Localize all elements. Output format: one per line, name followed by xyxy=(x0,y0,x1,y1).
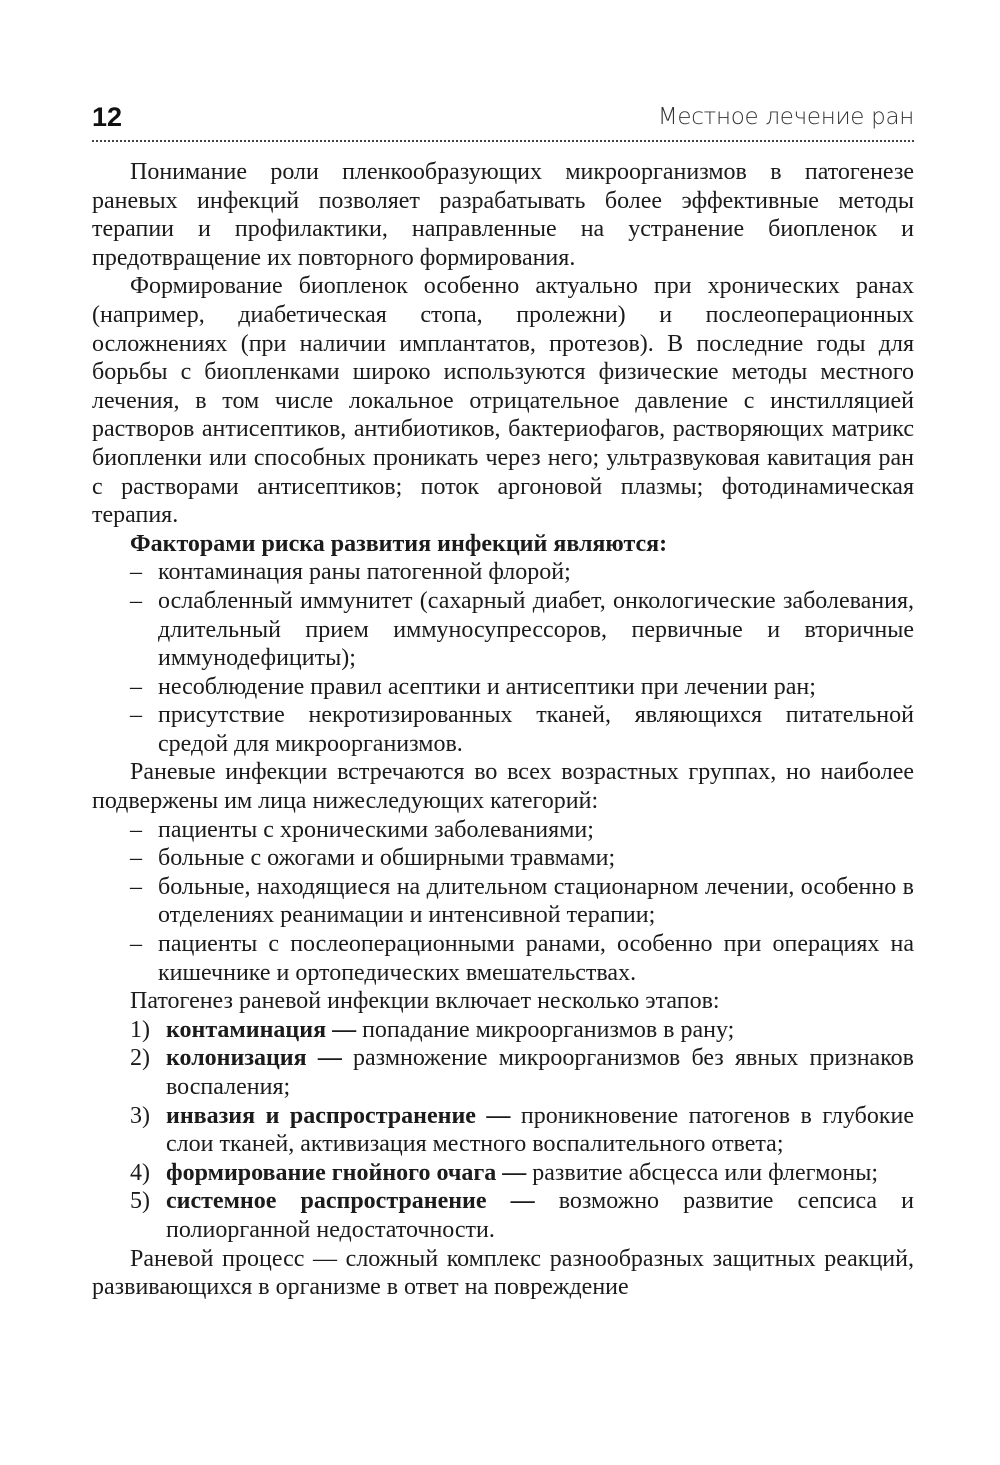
list-item-text: контаминация раны патогенной флорой; xyxy=(158,559,571,586)
stage-item xyxy=(92,1016,914,1045)
dash-marker: – xyxy=(130,873,142,900)
risk-factors-list xyxy=(92,558,914,758)
dash-marker: – xyxy=(130,845,142,872)
list-item-text: пациенты с хроническими заболеваниями; xyxy=(158,816,594,843)
dash-marker: – xyxy=(130,673,142,700)
dash-marker: – xyxy=(130,931,142,958)
risk-factors-heading: Факторами риска развития инфекций являются: xyxy=(130,530,668,557)
paragraph: Понимание роли пленкообразующих микроорганизмов в патогенезе раневых инфекций позволяет разрабатывать более эффективные методы терапии и профилактики, направленные на устранение биопленок и предотвращение их повторного формирования. xyxy=(92,159,914,271)
stage-item xyxy=(92,1187,914,1244)
stage-item xyxy=(92,1044,914,1101)
page-body xyxy=(92,158,914,1302)
stage-term: колонизация — xyxy=(166,1045,342,1072)
dash-marker: – xyxy=(130,702,142,729)
list-item xyxy=(92,587,914,673)
list-item-text: больные с ожогами и обширными травмами; xyxy=(158,845,616,872)
stage-item xyxy=(92,1102,914,1159)
list-item xyxy=(92,673,914,702)
dash-marker: – xyxy=(130,816,142,843)
stage-text: возможно развитие сепсиса и полиорганной недостаточности. xyxy=(166,1188,915,1243)
page-number: 12 xyxy=(92,102,123,132)
list-item-text: пациенты с послеоперационными ранами, особенно при операциях на кишечнике и ортопедических вмешательствах. xyxy=(158,931,914,986)
stage-number: 3) xyxy=(130,1102,150,1129)
dash-marker: – xyxy=(130,587,142,614)
categories-list xyxy=(92,816,914,988)
page-header xyxy=(92,100,914,142)
list-item-text: больные, находящиеся на длительном стационарном лечении, особенно в отделениях реанимации и интенсивной терапии; xyxy=(158,873,914,929)
list-item xyxy=(92,844,914,873)
stage-number: 2) xyxy=(130,1045,150,1072)
stage-term: системное распространение — xyxy=(166,1188,535,1215)
paragraph: Раневые инфекции встречаются во всех возрастных группах, но наиболее подвержены им лица нижеследующих категорий: xyxy=(92,759,914,815)
pathogenesis-stages-list xyxy=(92,1016,914,1245)
list-item xyxy=(92,558,914,587)
stage-term: формирование гнойного очага — xyxy=(166,1159,527,1186)
list-item-text: несоблюдение правил асептики и антисептики при лечении ран; xyxy=(158,673,816,700)
stage-text: проникновение патогенов в глубокие слои тканей, активизация местного воспалительного ответа; xyxy=(166,1102,915,1158)
list-item xyxy=(92,701,914,758)
stage-text: попадание микроорганизмов в рану; xyxy=(356,1016,735,1043)
stage-number: 1) xyxy=(130,1016,150,1043)
stage-text: размножение микроорганизмов без явных признаков воспаления; xyxy=(166,1045,914,1100)
list-item xyxy=(92,873,914,930)
stage-item xyxy=(92,1159,914,1188)
stage-text: развитие абсцесса или флегмоны; xyxy=(526,1159,879,1186)
list-item-text: ослабленный иммунитет (сахарный диабет, онкологические заболевания, длительный прием иммуносупрессоров, первичные и вторичные иммунодефициты); xyxy=(158,587,914,672)
dash-marker: – xyxy=(130,559,142,586)
paragraph: Формирование биопленок особенно актуально при хронических ранах (например, диабетическая стопа, пролежни) и послеоперационных осложнениях (при наличии имплантатов, протезов). В последние годы для борьбы с биопленками широко используются физические методы местного лечения, в том числе локальное отрицательное давление с инстилляцией растворов антисептиков, антибиотиков, бактериофагов, растворяющих матрикс биопленки или способных проникать через него; ультразвуковая кавитация ран с растворами антисептиков; поток аргоновой плазмы; фотодинамическая терапия. xyxy=(92,273,914,529)
stage-term: контаминация — xyxy=(166,1016,357,1043)
stage-term: инвазия и распространение — xyxy=(166,1102,511,1129)
paragraph: Патогенез раневой инфекции включает несколько этапов: xyxy=(130,988,720,1015)
list-item xyxy=(92,816,914,845)
stage-number: 4) xyxy=(130,1159,150,1186)
paragraph: Раневой процесс — сложный комплекс разнообразных защитных реакций, развивающихся в организме в ответ на повреждение xyxy=(92,1245,914,1301)
list-item-text: присутствие некротизированных тканей, являющихся питательной средой для микроорганизмов. xyxy=(158,702,914,757)
running-title: Местное лечение ран xyxy=(657,104,914,130)
stage-number: 5) xyxy=(130,1188,150,1215)
list-item xyxy=(92,930,914,987)
